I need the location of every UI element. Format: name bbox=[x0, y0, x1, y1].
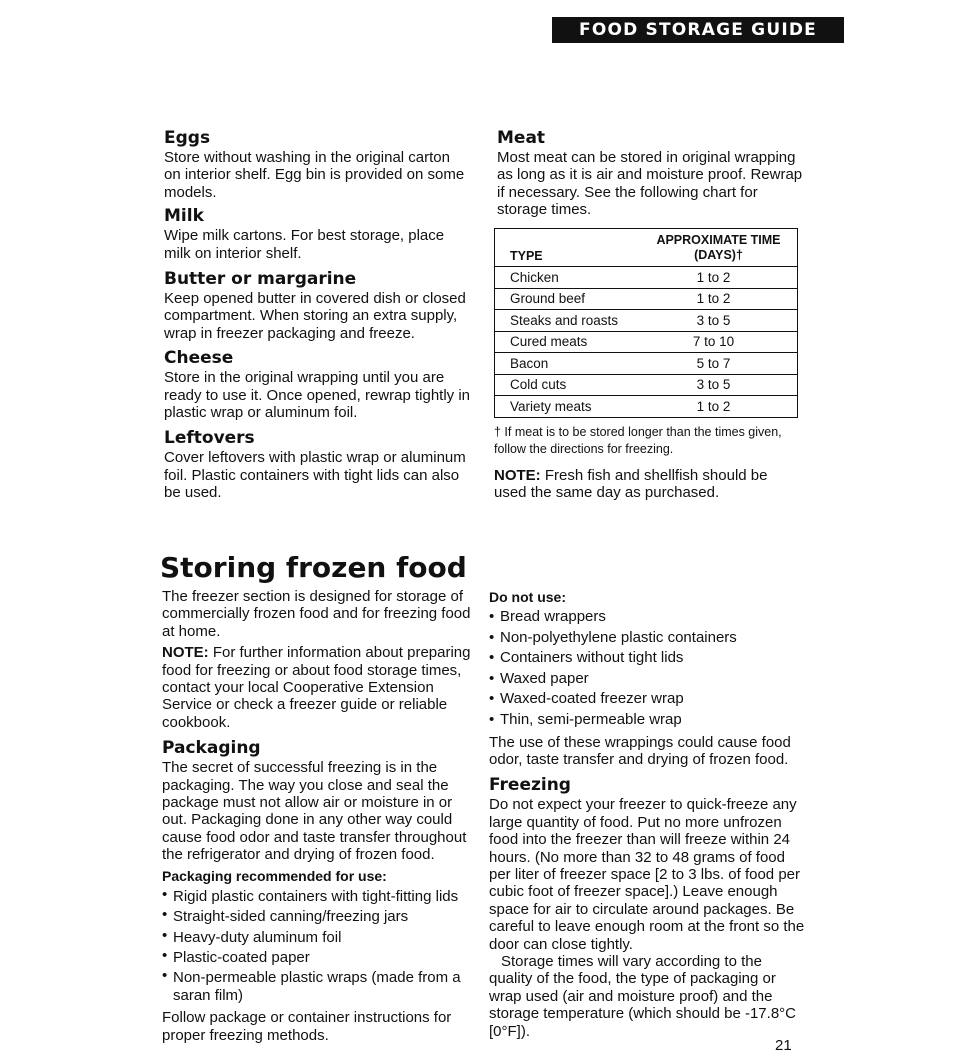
list-item bbox=[162, 906, 472, 926]
eggs-text: Store without washing in the original carton on interior shelf. Egg bin is provided on some models. bbox=[164, 149, 465, 201]
extension-note-label: NOTE: bbox=[162, 644, 209, 662]
meat-type-cell: Bacon bbox=[495, 353, 640, 375]
list-item-text: Non-polyethylene plastic containers bbox=[500, 628, 737, 646]
bullet-icon: • bbox=[489, 710, 495, 728]
page-number: 21 bbox=[775, 1037, 792, 1054]
bullet-icon: • bbox=[162, 946, 168, 964]
donot-label: Do not use: bbox=[489, 589, 566, 605]
bullet-icon: • bbox=[162, 885, 168, 903]
frozen-left-column bbox=[162, 588, 472, 1044]
list-item bbox=[489, 689, 807, 710]
list-item-text: Waxed-coated freezer wrap bbox=[500, 690, 684, 708]
fish-note bbox=[494, 467, 794, 502]
follow-instructions-text: Follow package or container instructions for proper freezing methods. bbox=[162, 1009, 452, 1044]
meat-days-cell: 1 to 2 bbox=[640, 396, 798, 418]
meat-type-cell: Steaks and roasts bbox=[495, 310, 640, 332]
meat-heading: Meat bbox=[497, 128, 546, 148]
list-item-text: Waxed paper bbox=[500, 669, 589, 687]
table-row bbox=[495, 310, 798, 332]
list-item-text: Containers without tight lids bbox=[500, 649, 684, 667]
meat-days-cell: 3 to 5 bbox=[640, 374, 798, 396]
leftovers-heading: Leftovers bbox=[164, 428, 255, 449]
list-item-text: Plastic-coated paper bbox=[173, 948, 310, 966]
fish-note-label: NOTE: bbox=[494, 467, 541, 484]
butter-heading: Butter or margarine bbox=[164, 269, 357, 290]
meat-days-cell: 7 to 10 bbox=[640, 331, 798, 353]
meat-days-cell: 5 to 7 bbox=[640, 353, 798, 375]
meat-days-cell: 1 to 2 bbox=[640, 288, 798, 310]
bullet-icon: • bbox=[489, 649, 495, 667]
meat-type-cell: Variety meats bbox=[495, 396, 640, 418]
bullet-icon: • bbox=[489, 628, 495, 646]
extension-note-text: For further information about preparing food for freezing or about food storage times, contact your local Cooperative Extension Service or check a freezer guide or reliable cookbook. bbox=[162, 644, 471, 731]
table-row bbox=[495, 267, 798, 289]
list-item-text: Rigid plastic containers with tight-fitting lids bbox=[173, 887, 459, 905]
list-item bbox=[489, 628, 807, 649]
list-item bbox=[162, 947, 472, 967]
list-item bbox=[162, 967, 472, 1005]
meat-section bbox=[497, 127, 803, 219]
bullet-icon: • bbox=[162, 926, 168, 944]
list-item bbox=[489, 710, 807, 731]
packaging-text: The secret of successful freezing is in the packaging. The way you close and seal the package must not allow air or moisture in or out. Packaging done in any other way could cause food odor and taste transfer throughout the refrigerator and drying of frozen food. bbox=[162, 759, 467, 864]
meat-text: Most meat can be stored in original wrapping as long as it is air and moisture proof. Rewrap if necessary. See the following chart for storage times. bbox=[497, 149, 803, 219]
list-item bbox=[162, 886, 472, 906]
cheese-heading: Cheese bbox=[164, 348, 234, 369]
table-row bbox=[495, 396, 798, 418]
meat-days-cell: 3 to 5 bbox=[640, 310, 798, 332]
page-title: Storing frozen food bbox=[160, 551, 467, 584]
donot-after-text: The use of these wrappings could cause food odor, taste transfer and drying of frozen food. bbox=[489, 733, 791, 768]
milk-heading: Milk bbox=[164, 206, 204, 227]
frozen-intro: The freezer section is designed for storage of commercially frozen food and for freezing food at home. bbox=[162, 588, 471, 640]
recommended-label: Packaging recommended for use: bbox=[162, 867, 387, 884]
bullet-icon: • bbox=[162, 967, 168, 985]
list-item bbox=[489, 607, 807, 628]
meat-type-cell: Chicken bbox=[495, 267, 640, 289]
milk-text: Wipe milk cartons. For best storage, place milk on interior shelf. bbox=[164, 227, 445, 262]
list-item-text: Straight-sided canning/freezing jars bbox=[173, 908, 409, 926]
time-column-unit: (DAYS)† bbox=[694, 248, 743, 262]
section-banner: FOOD STORAGE GUIDE bbox=[552, 17, 844, 43]
list-item bbox=[162, 927, 472, 947]
meat-days-cell: 1 to 2 bbox=[640, 267, 798, 289]
frozen-right-column bbox=[489, 588, 807, 1040]
bullet-icon: • bbox=[489, 608, 495, 625]
donot-list bbox=[489, 607, 807, 731]
list-item-text: Heavy-duty aluminum foil bbox=[173, 928, 342, 946]
fish-note-text: Fresh fish and shellfish should be used the same day as purchased. bbox=[494, 467, 768, 502]
list-item-text: Non-permeable plastic wraps (made from a saran film) bbox=[173, 969, 461, 1004]
meat-type-cell: Ground beef bbox=[495, 288, 640, 310]
table-row bbox=[495, 288, 798, 310]
bullet-icon: • bbox=[489, 690, 495, 708]
meat-type-cell: Cold cuts bbox=[495, 374, 640, 396]
table-row bbox=[495, 331, 798, 353]
recommended-list bbox=[162, 886, 472, 1005]
meat-notes bbox=[494, 424, 794, 502]
extension-note bbox=[162, 644, 472, 731]
eggs-heading: Eggs bbox=[164, 128, 211, 148]
left-top-column bbox=[164, 127, 470, 502]
packaging-heading: Packaging bbox=[162, 738, 261, 759]
time-column-label: APPROXIMATE TIME bbox=[656, 233, 781, 247]
table-row bbox=[495, 353, 798, 375]
meat-footnote: † If meat is to be stored longer than the times given, follow the directions for freezing. bbox=[494, 425, 782, 456]
time-column-header bbox=[640, 229, 798, 267]
freezing-heading: Freezing bbox=[489, 775, 571, 796]
list-item bbox=[489, 648, 807, 669]
bullet-icon: • bbox=[489, 669, 495, 687]
table-row bbox=[495, 374, 798, 396]
type-column-header: TYPE bbox=[495, 229, 640, 267]
list-item-text: Thin, semi-permeable wrap bbox=[500, 710, 682, 728]
freezing-text: Do not expect your freezer to quick-freeze any large quantity of food. Put no more unfrozen food into the freezer than will freeze within 24 hours. (No more than 32 to 48 grams of food per liter of freezer space [2 to 3 lbs. of food per cubic foot of freezer space].) Leave enough space for air to circulate around packages. Be careful to leave enough room at the front so the door can close tightly. bbox=[489, 796, 805, 953]
bullet-icon: • bbox=[162, 906, 168, 924]
list-item-text: Bread wrappers bbox=[500, 608, 606, 625]
butter-text: Keep opened butter in covered dish or closed compartment. When storing an extra supply, wrap in freezer packaging and freeze. bbox=[164, 290, 466, 342]
table-header-row bbox=[495, 229, 798, 267]
meat-storage-table bbox=[494, 228, 798, 418]
leftovers-text: Cover leftovers with plastic wrap or aluminum foil. Plastic containers with tight lids can also be used. bbox=[164, 449, 466, 502]
cheese-text: Store in the original wrapping until you are ready to use it. Once opened, rewrap tightly in plastic wrap or aluminum foil. bbox=[164, 369, 471, 422]
meat-type-cell: Cured meats bbox=[495, 331, 640, 353]
storage-times-text: Storage times will vary according to the quality of the food, the type of packaging or wrap used (air and moisture proof) and the storage temperature (which should be -17.8°C [0°F]). bbox=[489, 953, 796, 1040]
list-item bbox=[489, 669, 807, 690]
